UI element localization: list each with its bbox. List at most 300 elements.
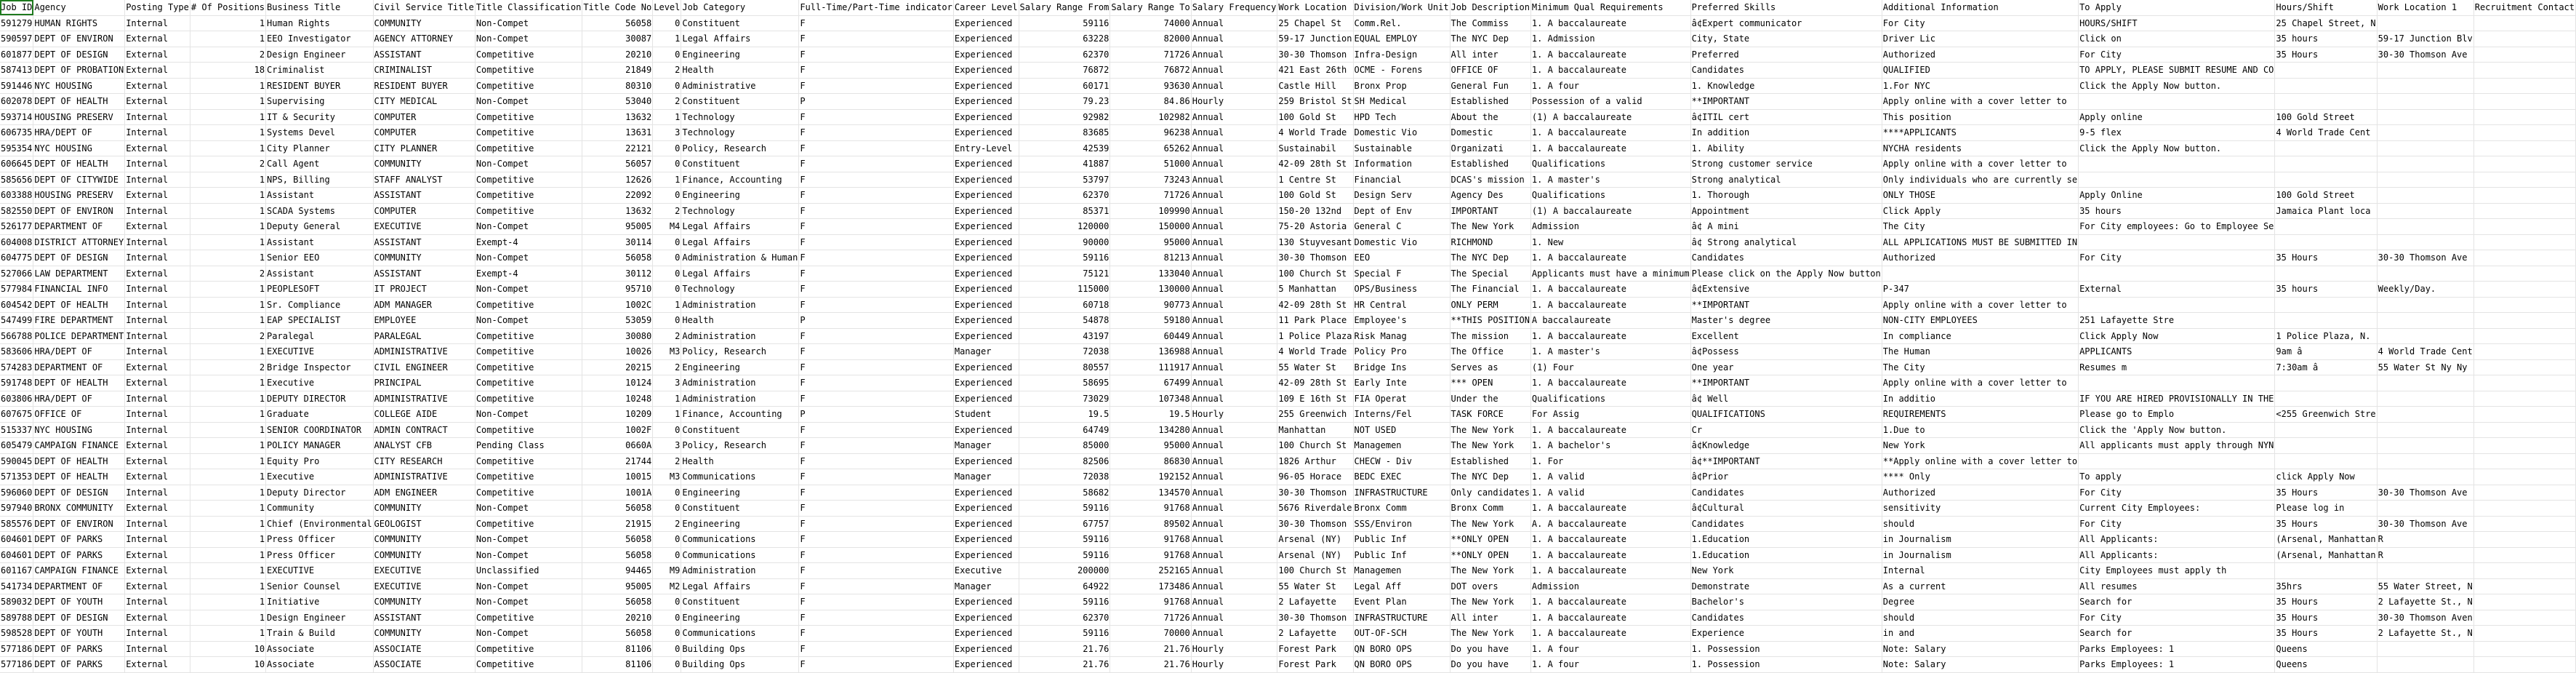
table-cell[interactable]: F [799, 469, 954, 485]
table-cell[interactable]: Competitive [475, 375, 582, 391]
table-cell[interactable]: External [125, 31, 190, 47]
table-cell[interactable]: **IMPORTANT [1690, 94, 1882, 110]
table-cell[interactable]: 1. Thorough [1690, 188, 1882, 204]
table-cell[interactable]: QN BORO OPS [1353, 657, 1450, 673]
table-cell[interactable]: Internal [125, 594, 190, 610]
table-cell[interactable]: External [125, 657, 190, 673]
table-cell[interactable]: Arsenal (NY) [1277, 532, 1353, 548]
table-cell[interactable]: F [799, 15, 954, 31]
table-cell[interactable]: Internal [125, 344, 190, 360]
table-cell[interactable]: Candidates [1690, 63, 1882, 79]
table-cell[interactable]: 1 [190, 453, 265, 469]
table-cell[interactable]: Click Apply [1882, 203, 2078, 219]
table-cell[interactable]: 603806 [0, 391, 33, 407]
table-cell[interactable]: Internal [125, 391, 190, 407]
table-cell[interactable]: Experienced [953, 422, 1019, 438]
table-cell[interactable]: 62370 [1019, 610, 1110, 626]
table-cell[interactable]: Call Agent [266, 156, 374, 172]
table-cell[interactable]: 0 [653, 626, 681, 642]
table-cell[interactable]: In compliance [1882, 328, 2078, 344]
table-cell[interactable]: Established [1450, 94, 1530, 110]
table-cell[interactable]: Possession of a valid [1530, 94, 1690, 110]
table-cell[interactable]: F [799, 47, 954, 63]
table-cell[interactable] [2377, 125, 2473, 141]
table-cell[interactable]: 4 World Trade Cent [2275, 125, 2377, 141]
table-cell[interactable]: 41887 [1019, 156, 1110, 172]
table-cell[interactable]: CITY PLANNER [373, 140, 475, 156]
table-cell[interactable]: 95005 [582, 578, 653, 594]
table-cell[interactable]: 1. A baccalaureate [1530, 63, 1690, 79]
table-cell[interactable] [2377, 563, 2473, 579]
table-cell[interactable]: NYC HOUSING [33, 422, 125, 438]
table-cell[interactable]: Public Inf [1353, 532, 1450, 548]
table-cell[interactable]: Supervising [266, 94, 374, 110]
table-cell[interactable]: 35hrs [2275, 578, 2377, 594]
table-cell[interactable]: To apply [2079, 469, 2275, 485]
table-cell[interactable]: Non-Compet [475, 250, 582, 266]
table-cell[interactable]: Experienced [953, 219, 1019, 235]
column-header-cell[interactable]: Career Level [953, 0, 1019, 15]
table-cell[interactable]: 1 [190, 203, 265, 219]
table-cell[interactable]: New York [1882, 438, 2078, 454]
table-cell[interactable] [2473, 188, 2575, 204]
table-cell[interactable]: 2 [190, 156, 265, 172]
table-cell[interactable]: 59116 [1019, 532, 1110, 548]
table-cell[interactable]: 1. Possession [1690, 657, 1882, 673]
table-cell[interactable]: RICHMOND [1450, 234, 1530, 250]
table-cell[interactable]: 1 [190, 485, 265, 501]
table-cell[interactable]: 75121 [1019, 266, 1110, 282]
table-cell[interactable]: F [799, 501, 954, 517]
table-cell[interactable]: Experienced [953, 63, 1019, 79]
table-cell[interactable]: 0 [653, 313, 681, 329]
table-cell[interactable]: Early Inte [1353, 375, 1450, 391]
table-cell[interactable]: External [125, 469, 190, 485]
table-cell[interactable] [2473, 15, 2575, 31]
table-cell[interactable]: 583606 [0, 344, 33, 360]
table-cell[interactable]: ADMINISTRATIVE [373, 344, 475, 360]
table-cell[interactable]: Non-Compet [475, 15, 582, 31]
table-cell[interactable]: Constituent [681, 156, 799, 172]
table-cell[interactable]: 0 [653, 610, 681, 626]
table-cell[interactable]: ASSISTANT [373, 47, 475, 63]
table-cell[interactable]: Policy Pro [1353, 344, 1450, 360]
table-cell[interactable]: SSS/Environ [1353, 516, 1450, 532]
table-cell[interactable]: Public Inf [1353, 547, 1450, 563]
table-cell[interactable]: The New York [1450, 563, 1530, 579]
table-cell[interactable]: 1. A baccalaureate [1530, 626, 1690, 642]
table-cell[interactable]: 79.23 [1019, 94, 1110, 110]
table-cell[interactable]: 35 Hours [2275, 594, 2377, 610]
table-cell[interactable]: 9-5 flex [2079, 125, 2275, 141]
table-cell[interactable]: Experienced [953, 328, 1019, 344]
table-cell[interactable]: Appointment [1690, 203, 1882, 219]
table-cell[interactable]: 577186 [0, 641, 33, 657]
table-cell[interactable]: 55 Water St [1277, 359, 1353, 375]
table-cell[interactable]: in Journalism [1882, 532, 2078, 548]
table-cell[interactable]: 1 [190, 219, 265, 235]
table-cell[interactable]: 2 Lafayette [1277, 594, 1353, 610]
table-cell[interactable]: (Arsenal, Manhattan [2275, 547, 2377, 563]
table-cell[interactable] [2377, 15, 2473, 31]
table-cell[interactable]: EXECUTIVE [266, 344, 374, 360]
table-cell[interactable]: 1 [190, 109, 265, 125]
table-cell[interactable]: 95000 [1110, 234, 1191, 250]
table-cell[interactable]: 582550 [0, 203, 33, 219]
table-cell[interactable]: Design Engineer [266, 610, 374, 626]
table-cell[interactable]: 1 [190, 532, 265, 548]
table-cell[interactable]: The Office [1450, 344, 1530, 360]
table-cell[interactable]: LAW DEPARTMENT [33, 266, 125, 282]
table-cell[interactable]: 598528 [0, 626, 33, 642]
table-cell[interactable]: Annual [1191, 594, 1277, 610]
table-cell[interactable]: COMMUNITY [373, 15, 475, 31]
table-cell[interactable]: A baccalaureate [1530, 313, 1690, 329]
table-cell[interactable]: Administration & Human [681, 250, 799, 266]
column-header-cell[interactable]: Level [653, 0, 681, 15]
table-cell[interactable]: IF YOU ARE HIRED PROVISIONALLY IN THE [2079, 391, 2275, 407]
table-cell[interactable]: Annual [1191, 375, 1277, 391]
table-cell[interactable]: 59116 [1019, 626, 1110, 642]
table-cell[interactable] [2377, 453, 2473, 469]
table-cell[interactable] [2275, 219, 2377, 235]
table-cell[interactable]: INFRASTRUCTURE [1353, 610, 1450, 626]
table-cell[interactable]: 5 Manhattan [1277, 282, 1353, 298]
table-cell[interactable]: 1002C [582, 297, 653, 313]
table-cell[interactable]: 53040 [582, 94, 653, 110]
table-cell[interactable]: Qualifications [1530, 188, 1690, 204]
table-cell[interactable]: 111917 [1110, 359, 1191, 375]
table-cell[interactable]: EEO [1353, 250, 1450, 266]
table-cell[interactable]: 606645 [0, 156, 33, 172]
table-cell[interactable]: M2 [653, 578, 681, 594]
table-cell[interactable]: Annual [1191, 156, 1277, 172]
table-cell[interactable]: Established [1450, 156, 1530, 172]
table-cell[interactable]: OUT-OF-SCH [1353, 626, 1450, 642]
table-cell[interactable]: 90773 [1110, 297, 1191, 313]
table-cell[interactable]: Experienced [953, 375, 1019, 391]
table-cell[interactable]: F [799, 532, 954, 548]
table-cell[interactable]: 597940 [0, 501, 33, 517]
column-header-cell[interactable]: Division/Work Unit [1353, 0, 1450, 15]
table-cell[interactable]: 192152 [1110, 469, 1191, 485]
table-cell[interactable]: Administration [681, 391, 799, 407]
table-cell[interactable]: DEPARTMENT OF [33, 219, 125, 235]
table-cell[interactable]: Senior EEO [266, 250, 374, 266]
table-cell[interactable]: 589788 [0, 610, 33, 626]
table-cell[interactable]: Candidates [1690, 516, 1882, 532]
table-cell[interactable]: F [799, 359, 954, 375]
table-cell[interactable]: P [799, 407, 954, 423]
table-cell[interactable]: 92982 [1019, 109, 1110, 125]
table-cell[interactable]: Weekly/Day. [2377, 282, 2473, 298]
table-cell[interactable]: 4 World Trade [1277, 344, 1353, 360]
table-cell[interactable]: 1 [190, 31, 265, 47]
table-cell[interactable]: Manager [953, 469, 1019, 485]
table-cell[interactable]: Press Officer [266, 532, 374, 548]
table-cell[interactable]: The mission [1450, 328, 1530, 344]
table-cell[interactable]: HRA/DEPT OF [33, 125, 125, 141]
table-cell[interactable]: 72038 [1019, 469, 1110, 485]
table-cell[interactable]: Experienced [953, 15, 1019, 31]
table-cell[interactable]: Train & Build [266, 626, 374, 642]
table-cell[interactable]: The New York [1450, 438, 1530, 454]
table-cell[interactable]: 10124 [582, 375, 653, 391]
table-cell[interactable]: 53059 [582, 313, 653, 329]
table-cell[interactable] [2079, 172, 2275, 188]
table-cell[interactable]: F [799, 188, 954, 204]
table-cell[interactable]: F [799, 203, 954, 219]
table-cell[interactable]: Annual [1191, 31, 1277, 47]
table-cell[interactable]: City Employees must apply th [2079, 563, 2275, 579]
column-header-cell[interactable]: Title Classification [475, 0, 582, 15]
table-cell[interactable]: 30-30 Thomson [1277, 47, 1353, 63]
table-cell[interactable]: SH Medical [1353, 94, 1450, 110]
table-cell[interactable]: Annual [1191, 219, 1277, 235]
table-cell[interactable]: 1 [190, 234, 265, 250]
table-cell[interactable]: 1. A baccalaureate [1530, 125, 1690, 141]
table-cell[interactable] [2473, 641, 2575, 657]
table-cell[interactable]: Policy, Research [681, 344, 799, 360]
table-cell[interactable]: ADMIN CONTRACT [373, 422, 475, 438]
table-cell[interactable]: Financial [1353, 172, 1450, 188]
table-cell[interactable]: 64749 [1019, 422, 1110, 438]
table-cell[interactable]: 21.76 [1019, 657, 1110, 673]
table-cell[interactable]: **IMPORTANT [1690, 297, 1882, 313]
table-cell[interactable]: 0 [653, 140, 681, 156]
table-cell[interactable]: 547499 [0, 313, 33, 329]
table-cell[interactable]: Engineering [681, 47, 799, 63]
table-cell[interactable]: External [125, 578, 190, 594]
table-cell[interactable]: Hourly [1191, 94, 1277, 110]
table-cell[interactable]: Note: Salary [1882, 657, 2078, 673]
table-cell[interactable]: Senior Counsel [266, 578, 374, 594]
table-cell[interactable]: Event Plan [1353, 594, 1450, 610]
table-cell[interactable]: 1. Ability [1690, 140, 1882, 156]
table-cell[interactable]: 35 Hours [2275, 610, 2377, 626]
table-cell[interactable]: Communications [681, 626, 799, 642]
table-cell[interactable]: Sustainable [1353, 140, 1450, 156]
table-cell[interactable] [2079, 156, 2275, 172]
table-cell[interactable]: 81106 [582, 657, 653, 673]
table-cell[interactable]: COMMUNITY [373, 156, 475, 172]
table-cell[interactable]: DEPUTY DIRECTOR [266, 391, 374, 407]
table-cell[interactable]: Experienced [953, 109, 1019, 125]
table-cell[interactable]: 136988 [1110, 344, 1191, 360]
table-cell[interactable]: 0 [653, 501, 681, 517]
table-cell[interactable]: DEPT OF HEALTH [33, 469, 125, 485]
table-cell[interactable]: Internal [125, 203, 190, 219]
table-cell[interactable]: 1.Education [1690, 532, 1882, 548]
table-cell[interactable]: Annual [1191, 532, 1277, 548]
table-cell[interactable]: Click Apply Now [2079, 328, 2275, 344]
table-cell[interactable]: 80557 [1019, 359, 1110, 375]
table-cell[interactable]: Competitive [475, 78, 582, 94]
table-cell[interactable]: Domestic [1450, 125, 1530, 141]
table-cell[interactable]: Press Officer [266, 547, 374, 563]
table-cell[interactable]: 86830 [1110, 453, 1191, 469]
table-cell[interactable] [2377, 94, 2473, 110]
table-cell[interactable]: ONLY THOSE [1882, 188, 2078, 204]
table-cell[interactable]: 1 [190, 313, 265, 329]
table-cell[interactable]: Annual [1191, 125, 1277, 141]
table-cell[interactable]: Non-Compet [475, 31, 582, 47]
table-cell[interactable]: All resumes [2079, 578, 2275, 594]
table-cell[interactable]: 421 East 26th [1277, 63, 1353, 79]
table-cell[interactable]: APPLICANTS [2079, 344, 2275, 360]
table-cell[interactable]: 133040 [1110, 266, 1191, 282]
table-cell[interactable]: 65262 [1110, 140, 1191, 156]
table-cell[interactable]: 591279 [0, 15, 33, 31]
table-cell[interactable]: 63228 [1019, 31, 1110, 47]
table-cell[interactable]: Annual [1191, 563, 1277, 579]
table-cell[interactable]: 91768 [1110, 594, 1191, 610]
table-cell[interactable]: â¢Extensive [1690, 282, 1882, 298]
table-cell[interactable]: COMPUTER [373, 203, 475, 219]
table-cell[interactable]: 0660A [582, 438, 653, 454]
table-cell[interactable]: 71726 [1110, 47, 1191, 63]
table-cell[interactable]: Pending Class [475, 438, 582, 454]
table-cell[interactable]: F [799, 516, 954, 532]
table-cell[interactable]: 173486 [1110, 578, 1191, 594]
table-cell[interactable]: 100 Church St [1277, 563, 1353, 579]
table-cell[interactable]: Communications [681, 469, 799, 485]
table-cell[interactable]: 13632 [582, 203, 653, 219]
table-cell[interactable]: 255 Greenwich [1277, 407, 1353, 423]
table-cell[interactable]: Competitive [475, 203, 582, 219]
table-cell[interactable]: 1 Police Plaza [1277, 328, 1353, 344]
table-cell[interactable]: â¢ A mini [1690, 219, 1882, 235]
table-cell[interactable]: External [125, 453, 190, 469]
table-cell[interactable] [2377, 156, 2473, 172]
table-cell[interactable]: TASK FORCE [1450, 407, 1530, 423]
table-cell[interactable]: BRONX COMMUNITY [33, 501, 125, 517]
table-cell[interactable]: 2 [653, 203, 681, 219]
table-cell[interactable]: 1 [190, 391, 265, 407]
table-cell[interactable]: ADMINISTRATIVE [373, 469, 475, 485]
table-cell[interactable] [2473, 313, 2575, 329]
table-cell[interactable]: â¢ Well [1690, 391, 1882, 407]
table-cell[interactable]: Internal [125, 407, 190, 423]
table-cell[interactable]: 115000 [1019, 282, 1110, 298]
table-cell[interactable]: Forest Park [1277, 641, 1353, 657]
table-cell[interactable] [2473, 297, 2575, 313]
table-cell[interactable]: (1) A baccalaureate [1530, 109, 1690, 125]
table-cell[interactable]: 35 Hours [2275, 626, 2377, 642]
table-cell[interactable]: COMMUNITY [373, 501, 475, 517]
table-cell[interactable]: 64922 [1019, 578, 1110, 594]
table-cell[interactable]: 1. A baccalaureate [1530, 375, 1690, 391]
table-cell[interactable]: DEPT OF PARKS [33, 641, 125, 657]
table-cell[interactable]: 94465 [582, 563, 653, 579]
table-cell[interactable]: Experienced [953, 125, 1019, 141]
table-cell[interactable]: External [125, 547, 190, 563]
table-cell[interactable]: ASSISTANT [373, 610, 475, 626]
table-cell[interactable]: **** Only [1882, 469, 2078, 485]
table-cell[interactable]: Equity Pro [266, 453, 374, 469]
table-cell[interactable]: 109990 [1110, 203, 1191, 219]
table-cell[interactable] [2275, 563, 2377, 579]
table-cell[interactable]: 56058 [582, 15, 653, 31]
table-cell[interactable]: Engineering [681, 188, 799, 204]
table-cell[interactable]: 67757 [1019, 516, 1110, 532]
table-cell[interactable]: Technology [681, 125, 799, 141]
table-cell[interactable]: DEPT OF ENVIRON [33, 516, 125, 532]
table-cell[interactable]: Annual [1191, 188, 1277, 204]
table-cell[interactable]: Constituent [681, 501, 799, 517]
table-cell[interactable]: F [799, 610, 954, 626]
table-cell[interactable]: Serves as [1450, 359, 1530, 375]
table-cell[interactable]: Building Ops [681, 641, 799, 657]
table-cell[interactable]: â¢Prior [1690, 469, 1882, 485]
table-cell[interactable]: 1. Possession [1690, 641, 1882, 657]
table-cell[interactable]: 80310 [582, 78, 653, 94]
table-cell[interactable]: Click the Apply Now button. [2079, 140, 2275, 156]
table-cell[interactable]: (1) Four [1530, 359, 1690, 375]
table-cell[interactable]: DEPT OF CITYWIDE [33, 172, 125, 188]
table-cell[interactable] [2473, 547, 2575, 563]
table-cell[interactable]: DEPT OF HEALTH [33, 453, 125, 469]
table-cell[interactable]: Design Serv [1353, 188, 1450, 204]
table-cell[interactable]: F [799, 657, 954, 673]
table-cell[interactable]: HOURS/SHIFT [2079, 15, 2275, 31]
table-cell[interactable]: Administrative [681, 78, 799, 94]
table-cell[interactable] [2079, 266, 2275, 282]
table-cell[interactable]: Legal Affairs [681, 219, 799, 235]
table-cell[interactable] [2377, 203, 2473, 219]
table-cell[interactable]: 0 [653, 422, 681, 438]
table-cell[interactable]: NOT USED [1353, 422, 1450, 438]
table-cell[interactable]: 0 [653, 188, 681, 204]
table-cell[interactable]: Applicants must have a minimum [1530, 266, 1690, 282]
table-cell[interactable]: 30114 [582, 234, 653, 250]
table-cell[interactable]: â¢ Strong analytical [1690, 234, 1882, 250]
table-cell[interactable]: 56058 [582, 547, 653, 563]
table-cell[interactable]: â¢ITIL cert [1690, 109, 1882, 125]
table-cell[interactable]: The City [1882, 219, 2078, 235]
table-cell[interactable] [2377, 438, 2473, 454]
table-cell[interactable]: 1 [190, 250, 265, 266]
table-cell[interactable]: 590597 [0, 31, 33, 47]
table-cell[interactable]: F [799, 641, 954, 657]
table-cell[interactable] [2473, 359, 2575, 375]
table-cell[interactable]: GEOLOGIST [373, 516, 475, 532]
table-cell[interactable]: External [125, 140, 190, 156]
column-header-cell[interactable]: To Apply [2079, 0, 2275, 15]
table-cell[interactable]: F [799, 234, 954, 250]
column-header-cell[interactable]: Posting Type [125, 0, 190, 15]
table-cell[interactable]: 11 Park Place [1277, 313, 1353, 329]
table-cell[interactable]: Annual [1191, 78, 1277, 94]
table-cell[interactable]: Apply Online [2079, 188, 2275, 204]
table-cell[interactable]: 1. A master's [1530, 172, 1690, 188]
table-cell[interactable]: For City [2079, 47, 2275, 63]
table-cell[interactable]: SCADA Systems [266, 203, 374, 219]
table-cell[interactable]: OCME - Forens [1353, 63, 1450, 79]
table-cell[interactable]: 1 [190, 594, 265, 610]
table-cell[interactable]: 53797 [1019, 172, 1110, 188]
table-cell[interactable]: The Human [1882, 344, 2078, 360]
table-cell[interactable]: Non-Compet [475, 547, 582, 563]
table-cell[interactable]: General C [1353, 219, 1450, 235]
table-cell[interactable]: Competitive [475, 516, 582, 532]
table-cell[interactable]: DEPT OF DESIGN [33, 485, 125, 501]
table-cell[interactable]: 252165 [1110, 563, 1191, 579]
table-cell[interactable]: 596060 [0, 485, 33, 501]
table-cell[interactable] [2275, 234, 2377, 250]
table-cell[interactable]: 56058 [582, 532, 653, 548]
column-header-cell[interactable]: Job ID [0, 0, 33, 15]
